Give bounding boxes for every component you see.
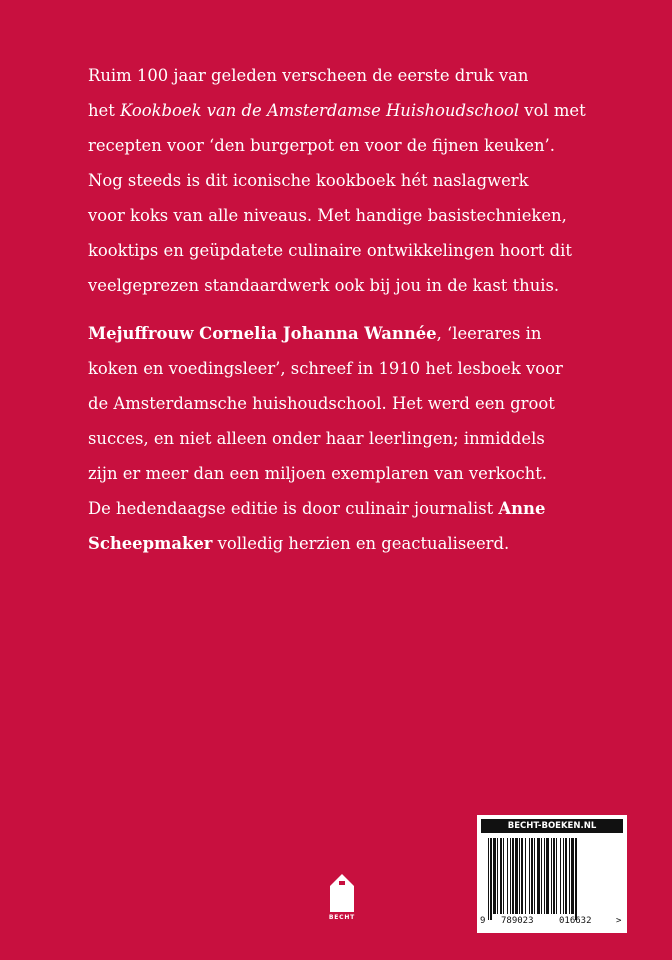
blurb-text: , ‘leerares in [436, 324, 542, 343]
blurb-line: kooktips en geüpdatete culinaire ontwikkelingen hoort dit [88, 241, 572, 260]
blurb-line: Ruim 100 jaar geleden verscheen de eerste druk van [88, 66, 529, 85]
isbn-group-1: 789023 [501, 916, 534, 926]
blurb-line: succes, en niet alleen onder haar leerlingen; inmiddels [88, 429, 545, 448]
blurb-line: koken en voedingsleer’, schreef in 1910 het lesboek voor [88, 359, 563, 378]
blurb-line: zijn er meer dan een miljoen exemplaren van verkocht. [88, 464, 548, 483]
blurb-text: De hedendaagse editie is door culinair journalist [88, 499, 499, 518]
editor-name-part: Anne [498, 499, 546, 518]
back-cover-blurb [88, 58, 648, 561]
isbn-lead-digit: 9 [480, 916, 486, 926]
blurb-text: volledig herzien en geactualiseerd. [212, 534, 510, 553]
blurb-line [88, 526, 648, 561]
book-title: Kookboek van de Amsterdamse Huishoudschool [120, 101, 520, 120]
blurb-line: recepten voor ‘den burgerpot en voor de fijnen keuken’. [88, 136, 555, 155]
blurb-text: vol met [519, 101, 586, 120]
barcode-panel [477, 815, 627, 933]
isbn-end-marker: > [616, 916, 622, 926]
blurb-line: veelgeprezen standaardwerk ook bij jou in de kast thuis. [88, 276, 560, 295]
blurb-line: Nog steeds is dit iconische kookboek hét naslagwerk [88, 171, 529, 190]
blurb-line: voor koks van alle niveaus. Met handige basistechnieken, [88, 206, 567, 225]
publisher-name: BECHT [328, 914, 356, 921]
publisher-logo [328, 872, 356, 921]
original-author-name: Mejuffrouw Cornelia Johanna Wannée [88, 324, 437, 343]
house-icon [328, 872, 356, 912]
publisher-website: BECHT-BOEKEN.NL [481, 819, 623, 833]
blurb-text: het [88, 101, 121, 120]
isbn-group-2: 016632 [559, 916, 592, 926]
editor-name-part: Scheepmaker [88, 534, 213, 553]
blurb-line [88, 491, 648, 526]
blurb-line [88, 316, 648, 351]
blurb-line: de Amsterdamsche huishoudschool. Het werd een groot [88, 394, 555, 413]
blurb-line [88, 93, 648, 128]
paragraph-gap [88, 303, 648, 316]
barcode-icon [486, 838, 618, 920]
